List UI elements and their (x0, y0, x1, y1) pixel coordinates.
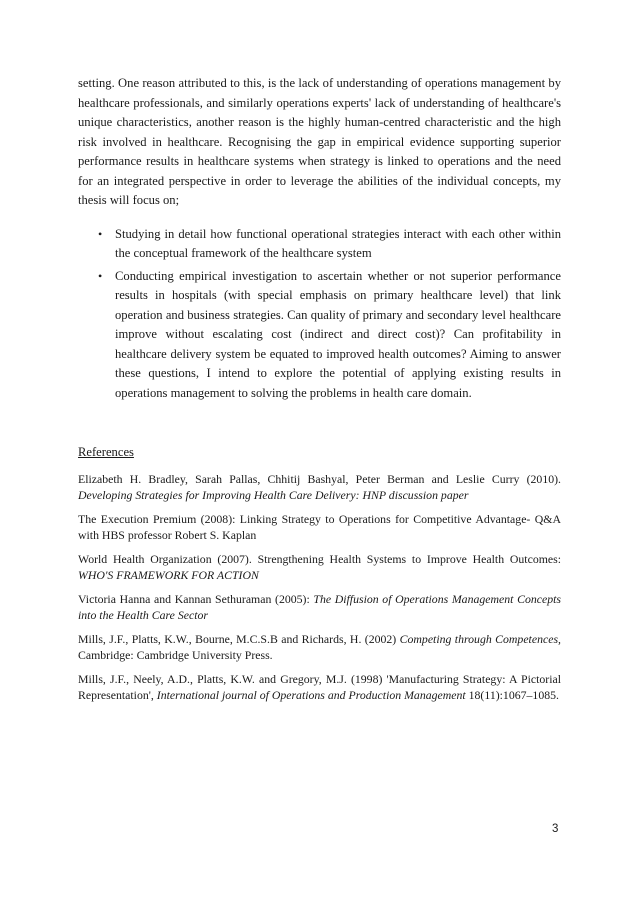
reference-text: World Health Organization (2007). Strengthening Health Systems to Improve Health Outcomes: (78, 552, 561, 566)
references-heading: References (78, 445, 134, 459)
reference-text: The Execution Premium (2008): Linking Strategy to Operations for Competitive Advantage- Q&A with HBS professor Robert S. Kaplan (78, 512, 561, 542)
reference-title: Developing Strategies for Improving Health Care Delivery: HNP discussion paper (78, 487, 469, 502)
page-content (78, 74, 561, 712)
list-item (78, 267, 561, 404)
thesis-focus-list (78, 225, 561, 404)
reference-entry (78, 552, 561, 583)
reference-entry (78, 512, 561, 543)
reference-tail: 18(11):1067–1085. (465, 687, 559, 702)
bullet-icon: • (98, 226, 103, 241)
reference-title: WHO'S FRAMEWORK FOR ACTION (78, 567, 259, 582)
bullet-icon: • (98, 268, 103, 283)
reference-entry (78, 672, 561, 703)
page-number: 3 (552, 823, 559, 835)
list-item-text: Conducting empirical investigation to ascertain whether or not superior performance results in hospitals (with special emphasis on primary healthcare level) that link operation and business strategies. Can quality of primary and secondary level healthcare improve without escalating cost (indirect and direct cost)? Can profitability in healthcare delivery system be equated to improved health outcomes? Aiming to answer these questions, I intend to explore the potential of applying existing results in operations management to solving the problems in health care domain. (115, 268, 561, 400)
reference-text: Mills, J.F., Platts, K.W., Bourne, M.C.S.B and Richards, H. (2002) (78, 632, 400, 646)
reference-tail: Cambridge: Cambridge University Press. (78, 647, 273, 662)
reference-entry (78, 472, 561, 503)
intro-paragraph: setting. One reason attributed to this, is the lack of understanding of operations management by healthcare professionals, and similarly operations experts' lack of understanding of healthcare's unique characteristics, another reason is the highly human-centred characteristic and the high risk involved in healthcare. Recognising the gap in empirical evidence supporting superior performance results in healthcare systems when strategy is linked to operations and the need for an integrated perspective in order to leverage the abilities of the individual concepts, my thesis will focus on; (78, 76, 561, 207)
reference-text: Victoria Hanna and Kannan Sethuraman (2005): (78, 592, 314, 606)
reference-entry (78, 632, 561, 663)
reference-text: Elizabeth H. Bradley, Sarah Pallas, Chhitij Bashyal, Peter Berman and Leslie Curry (2010). (78, 472, 561, 486)
reference-title: Competing through Competences, (399, 632, 561, 646)
reference-title: International journal of Operations and Production Management (156, 687, 466, 702)
list-item (78, 225, 561, 264)
reference-entry (78, 592, 561, 623)
list-item-text: Studying in detail how functional operational strategies interact with each other within the conceptual framework of the healthcare system (115, 226, 561, 260)
reference-text: Mills, J.F., Neely, A.D., Platts, K.W. and Gregory, M.J. (1998) 'Manufacturing Strategy: A Pictorial Representation', (78, 672, 561, 702)
reference-title: The Diffusion of Operations Management Concepts into the Health Care Sector (78, 592, 561, 622)
